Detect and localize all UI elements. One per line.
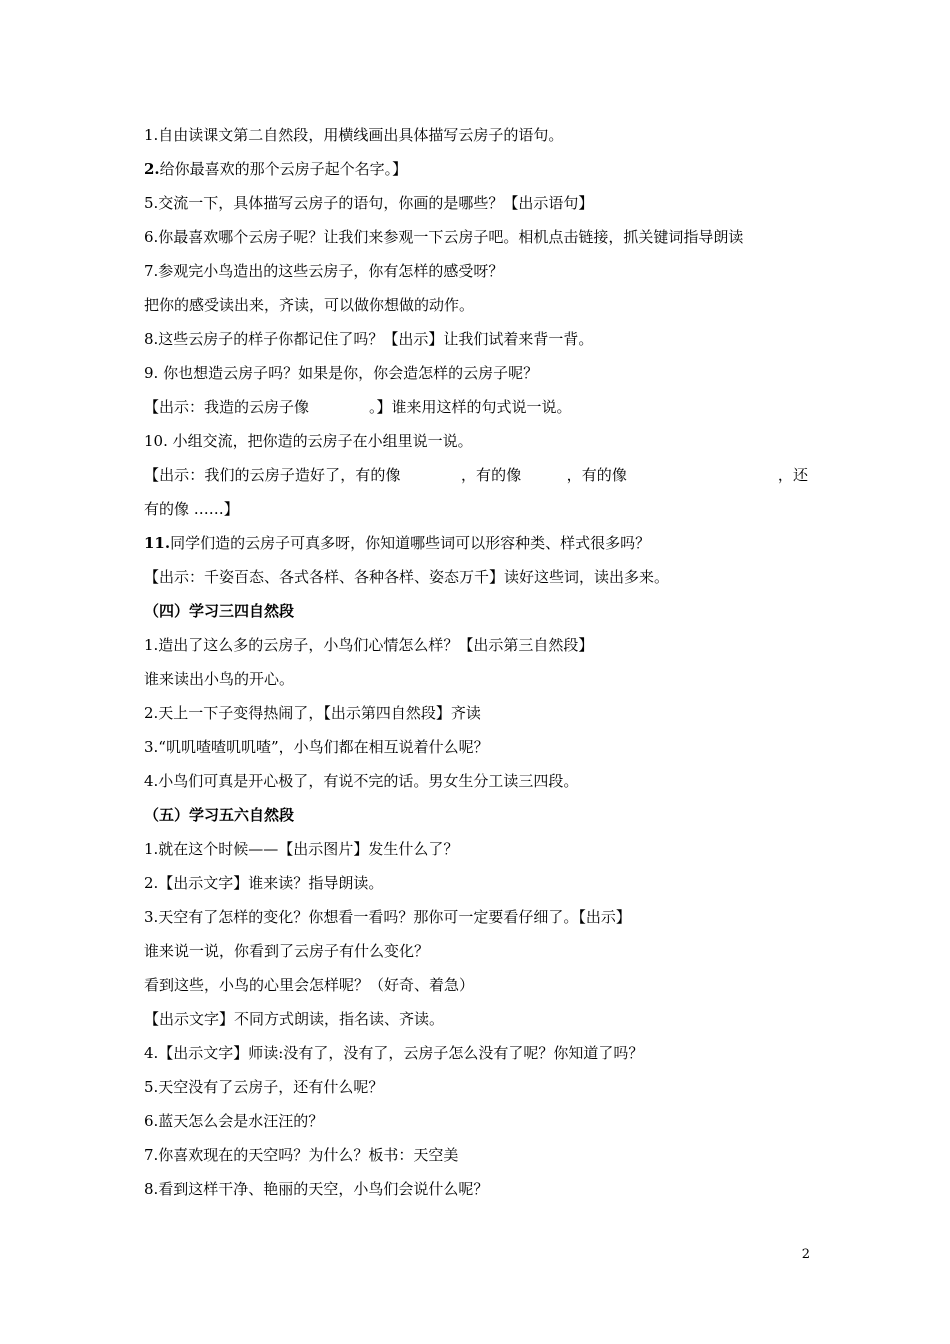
text-line: 1.造出了这么多的云房子，小鸟们心情怎么样？【出示第三自然段】 [144,636,594,654]
text-line: 9. 你也想造云房子吗？如果是你，你会造怎样的云房子呢？ [144,364,539,382]
text-line-wrapped: 【出示：我们的云房子造好了，有的像 ，有的像 ，有的像 ，还有的像 ……】 [144,466,808,518]
text-line: 3.“叽叽喳喳叽叽喳”，小鸟们都在相互说着什么呢？ [144,738,489,756]
line-number: 11. [144,534,171,552]
section-heading: （五）学习五六自然段 [144,806,295,824]
text-line: 1.自由读课文第二自然段，用横线画出具体描写云房子的语句。 [144,126,564,144]
text-line: 10. 小组交流，把你造的云房子在小组里说一说。 [144,432,473,450]
section-heading: （四）学习三四自然段 [144,602,295,620]
text-line [144,152,808,186]
text-line: 【出示：千姿百态、各式各样、各种各样、姿态万千】读好这些词，读出多来。 [144,568,670,586]
text-line: 7.你喜欢现在的天空吗？为什么？板书：天空美 [144,1146,459,1164]
text-line: 2.天上一下子变得热闹了，【出示第四自然段】齐读 [144,704,481,722]
text-line: 8.这些云房子的样子你都记住了吗？【出示】让我们试着来背一背。 [144,330,594,348]
text-line: 看到这些，小鸟的心里会怎样呢？（好奇、着急） [144,976,475,994]
line-text: 同学们造的云房子可真多呀，你知道哪些词可以形容种类、样式很多吗？ [170,534,651,552]
text-line: 3.天空有了怎样的变化？你想看一看吗？那你可一定要看仔细了。【出示】 [144,908,631,926]
text-line: 4.【出示文字】师读:没有了，没有了，云房子怎么没有了呢？你知道了吗？ [144,1044,644,1062]
text-line [144,526,808,560]
text-line: 5.天空没有了云房子，还有什么呢？ [144,1078,384,1096]
text-line: 1.就在这个时候——【出示图片】发生什么了？ [144,840,459,858]
text-line: 6.蓝天怎么会是水汪汪的？ [144,1112,324,1130]
page-number: 2 [801,1247,810,1262]
text-line: 把你的感受读出来，齐读，可以做你想做的动作。 [144,296,475,314]
line-text: 给你最喜欢的那个云房子起个名字。】 [159,160,408,178]
text-line: 谁来说一说，你看到了云房子有什么变化？ [144,942,430,960]
text-line: 【出示文字】不同方式朗读，指名读、齐读。 [144,1010,445,1028]
page-content [144,118,808,1206]
text-line: 7.参观完小鸟造出的这些云房子，你有怎样的感受呀？ [144,262,504,280]
text-line: 4.小鸟们可真是开心极了，有说不完的话。男女生分工读三四段。 [144,772,579,790]
line-number: 2. [144,160,160,178]
text-line: 8.看到这样干净、艳丽的天空，小鸟们会说什么呢？ [144,1180,489,1198]
text-line: 6.你最喜欢哪个云房子呢？让我们来参观一下云房子吧。相机点击链接，抓关键词指导朗读 [144,228,744,246]
text-line: 【出示：我造的云房子像 。】谁来用这样的句式说一说。 [144,398,572,416]
text-line: 2.【出示文字】谁来读？指导朗读。 [144,874,384,892]
text-line: 谁来读出小鸟的开心。 [144,670,295,688]
text-line: 5.交流一下，具体描写云房子的语句，你画的是哪些？【出示语句】 [144,194,594,212]
